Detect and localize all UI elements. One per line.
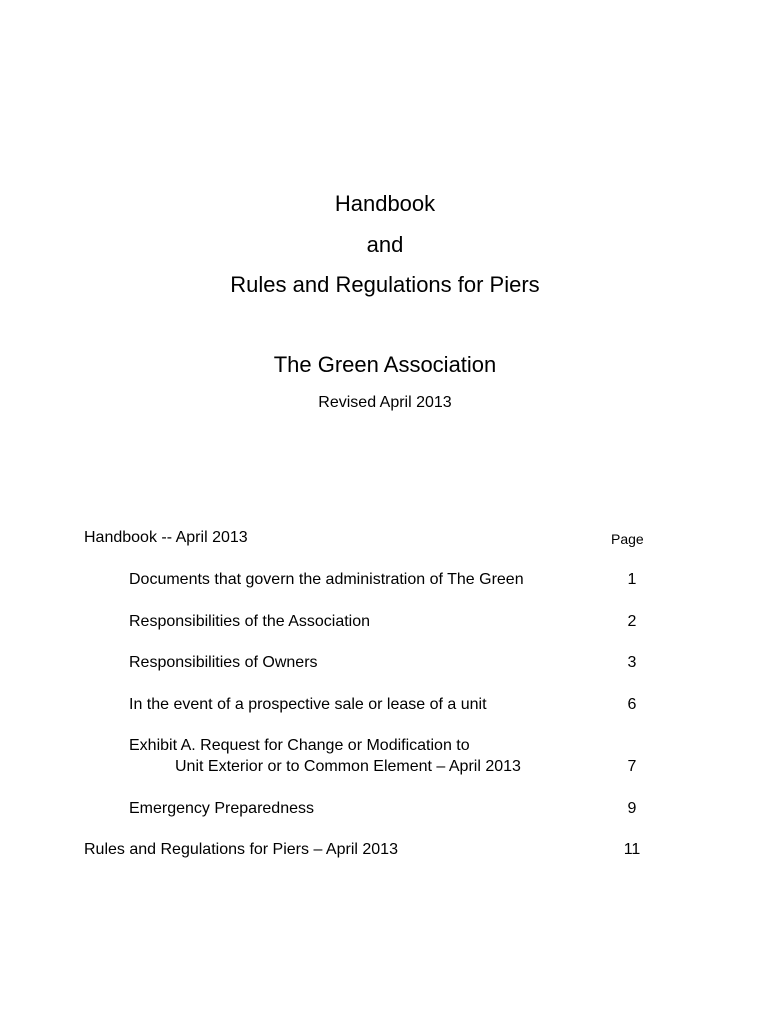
title-line-1: Handbook — [334, 191, 436, 216]
toc-entry-page: 9 — [627, 800, 637, 817]
toc-entry-text: Responsibilities of the Association — [129, 613, 371, 630]
toc-page-column-header: Page — [611, 531, 644, 547]
toc-entry-text: Rules and Regulations for Piers – April 2013 — [84, 841, 398, 858]
toc-entry-page: 2 — [627, 613, 637, 630]
toc-section-heading: Handbook -- April 2013 — [84, 529, 248, 546]
toc-entry-page: 6 — [627, 696, 637, 713]
toc-entry-page: 3 — [627, 654, 637, 671]
revision-date: Revised April 2013 — [318, 394, 452, 411]
organization-name: The Green Association — [273, 352, 497, 377]
title-line-3: Rules and Regulations for Piers — [230, 272, 540, 297]
toc-entry-text-continued: Unit Exterior or to Common Element – April 2013 — [175, 758, 521, 775]
toc-entry-page: 7 — [627, 758, 637, 775]
toc-entry-text: In the event of a prospective sale or lease of a unit — [129, 696, 487, 713]
title-line-2: and — [366, 232, 404, 257]
toc-entry-page: 11 — [623, 841, 641, 858]
toc-entry-text: Emergency Preparedness — [129, 800, 314, 817]
toc-entry-text: Documents that govern the administration of The Green — [129, 571, 524, 588]
toc-entry-page: 1 — [627, 571, 637, 588]
toc-entry-text: Exhibit A. Request for Change or Modification to — [129, 737, 470, 754]
toc-entry-text: Responsibilities of Owners — [129, 654, 318, 671]
